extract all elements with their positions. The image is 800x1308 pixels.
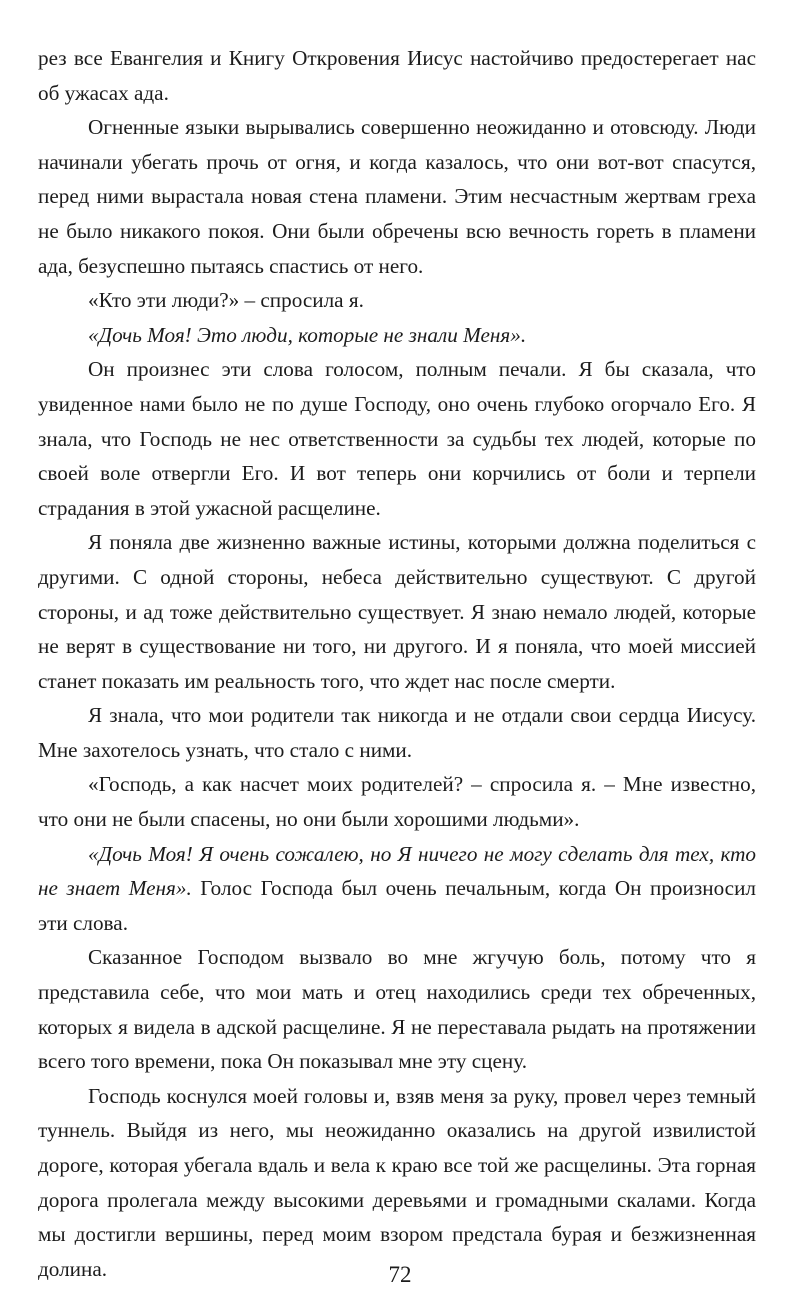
text-run: Я поняла две жизненно важные истины, которыми должна поделиться с другими. С одной стороны, небеса действительно существуют. С другой стороны, и ад тоже действительно существует. Я знаю немало людей, которые не верят в существование ни того, ни другого. И я поняла, что моей миссией станет показать им реальность того, что ждет нас после смерти. (38, 530, 756, 693)
italic-quote: «Дочь Моя! Я очень сожалею, но Я ничего не могу сделать для тех, кто не знает Меня». (38, 841, 756, 901)
paragraph (38, 318, 756, 353)
paragraph (38, 837, 756, 941)
text-run: Огненные языки вырывались совершенно неожиданно и отовсюду. Люди начинали убегать прочь от огня, и когда казалось, что они вот-вот спасутся, перед ними вырастала новая стена пламени. Этим несчастным жертвам греха не было никакого покоя. Они были обречены всю вечность гореть в пламени ада, безуспешно пытаясь спастись от него. (38, 115, 756, 278)
paragraph (38, 698, 756, 767)
italic-quote: «Дочь Моя! Это люди, которые не знали Меня». (88, 322, 527, 347)
text-run: Он произнес эти слова голосом, полным печали. Я бы сказала, что увиденное нами было не по душе Господу, оно очень глубоко огорчало Его. Я знала, что Господь не нес ответственности за судьбы тех людей, которые по своей воле отвергли Его. И вот теперь они корчились от боли и терпели страдания в этой ужасной расщелине. (38, 357, 756, 520)
text-run: «Господь, а как насчет моих родителей? – спросила я. – Мне известно, что они не были спасены, но они были хорошими людьми». (38, 772, 756, 832)
paragraph (38, 283, 756, 318)
paragraph (38, 525, 756, 698)
text-run: Сказанное Господом вызвало во мне жгучую боль, потому что я представила себе, что мои мать и отец находились среди тех обреченных, которых я видела в адской расщелине. Я не переставала рыдать на протяжении всего того времени, пока Он показывал мне эту сцену. (38, 945, 756, 1074)
text-run: Я знала, что мои родители так никогда и не отдали свои сердца Иисусу. Мне захотелось узнать, что стало с ними. (38, 703, 756, 762)
text-run: рез все Евангелия и Книгу Откровения Иисус настойчиво предостерегает нас об ужасах ада. (38, 46, 756, 105)
paragraph (38, 1079, 756, 1287)
body-text (38, 41, 756, 1286)
paragraph (38, 110, 756, 283)
text-run: «Кто эти люди?» – спросила я. (88, 288, 364, 313)
page-number: 72 (388, 1262, 412, 1287)
text-run: Голос Господа был очень печальным, когда Он произносил эти слова. (38, 876, 757, 935)
paragraph (38, 767, 756, 836)
paragraph (38, 352, 756, 525)
paragraph (38, 940, 756, 1078)
text-run: Господь коснулся моей головы и, взяв меня за руку, провел через темный туннель. Выйдя из него, мы неожиданно оказались на другой извилистой дороге, которая убегала вдаль и вела к краю все той же расщелины. Эта горная дорога пролегала между высокими деревьями и громадными скалами. Когда мы достигли вершины, перед моим взором предстала бурая и безжизненная долина. (38, 1083, 756, 1281)
paragraph (38, 41, 756, 110)
